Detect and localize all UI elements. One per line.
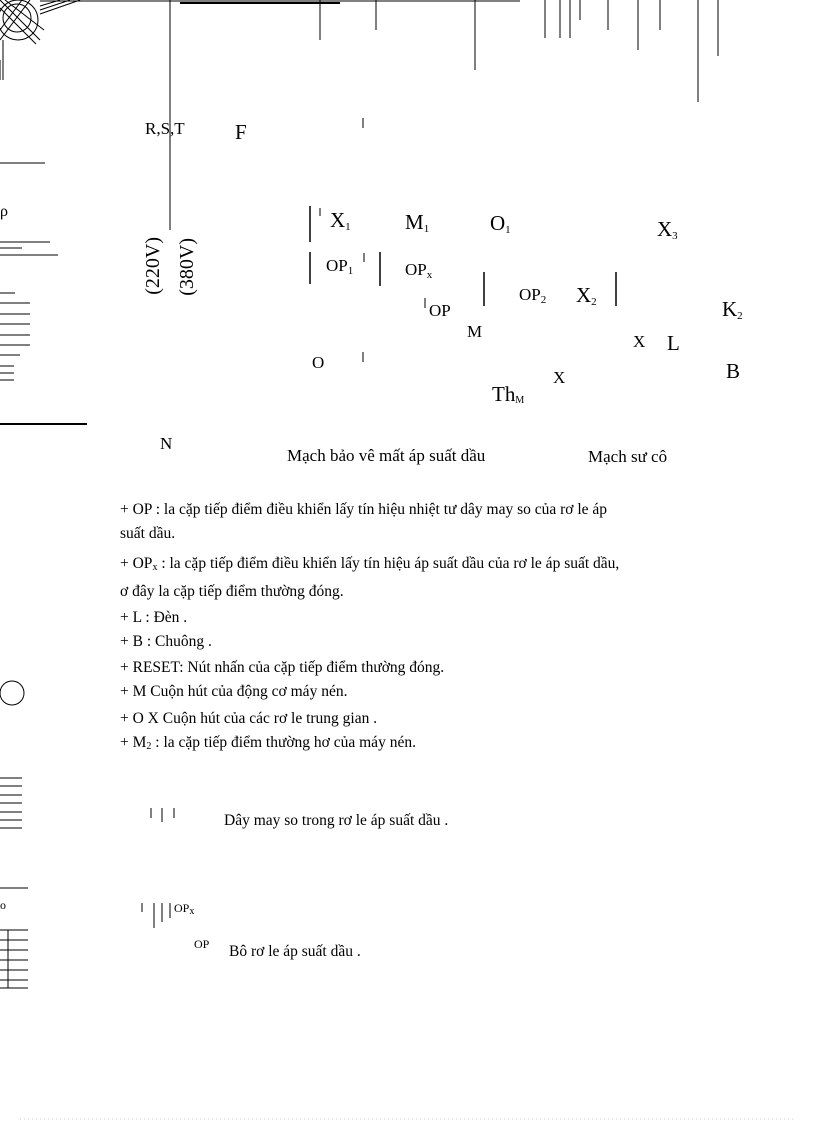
op2-label: $OP_2$ (519, 285, 547, 306)
op1-label: $OP_1$ (326, 256, 354, 277)
neutral-label: N (160, 434, 173, 453)
fuse-label: F (235, 120, 247, 144)
legend-relay-text: Bô rơ le áp suất dầu . (229, 943, 361, 960)
caption-oil-pressure: Mạch bảo vê mất áp suất dầu (287, 446, 486, 465)
l-label: L (667, 331, 680, 355)
supply-label: R,S,T (145, 119, 185, 138)
legend-heater-text: Dây may so trong rơ le áp suất dầu . (224, 812, 449, 829)
x1-label: $X_1$ (330, 208, 351, 233)
voltage-220-label: (220V) (142, 237, 164, 295)
caption-incident: Mạch sư cô (588, 447, 668, 466)
o-coil-label: O (312, 353, 325, 372)
b-label: B (726, 359, 741, 383)
x-lamp-label: X (633, 332, 646, 351)
note-relay-coils: + O X Cuộn hút của các rơ le trung gian . (120, 710, 378, 727)
margin-glyph: ρ (0, 203, 8, 220)
legend-op-label: OP (194, 937, 210, 951)
x-bell-label: X (553, 368, 566, 387)
x3-label: $X_3$ (657, 217, 678, 242)
note-opx: + OPx : la cặp tiếp điểm điều khiển lấy tín hiệu áp suất dầu của rơ le áp suất dầu, ơ đây la cặp tiếp điểm thường đóng. (120, 555, 620, 600)
note-m2: + M2 : la cặp tiếp điểm thường hơ của máy nén. (120, 734, 416, 752)
voltage-380-label: (380V) (176, 238, 198, 296)
x2-label: $X_2$ (576, 283, 597, 308)
k2-label: $K_2$ (722, 297, 743, 322)
m-coil-label: M (467, 322, 483, 341)
note-bell: + B : Chuông . (120, 633, 212, 650)
m1-label: $M_1$ (405, 210, 430, 235)
legend-opx-label: OPx (174, 901, 195, 917)
note-reset: + RESET: Nút nhấn của cặp tiếp điểm thường đóng. (120, 659, 445, 676)
margin-glyph-small: o (0, 898, 6, 912)
note-compressor-coil: + M Cuộn hút của động cơ máy nén. (120, 683, 348, 700)
note-op: + OP : la cặp tiếp điểm điều khiển lấy tín hiệu nhiệt tư dây may so của rơ le áp suất dầu. (120, 501, 608, 542)
opx-label: $OP_x$ (405, 260, 433, 281)
thermal-label: ThM (492, 382, 525, 406)
op-label: OP (429, 301, 451, 320)
o1-label: $O_1$ (490, 211, 511, 236)
note-lamp: + L : Đèn . (120, 609, 188, 626)
